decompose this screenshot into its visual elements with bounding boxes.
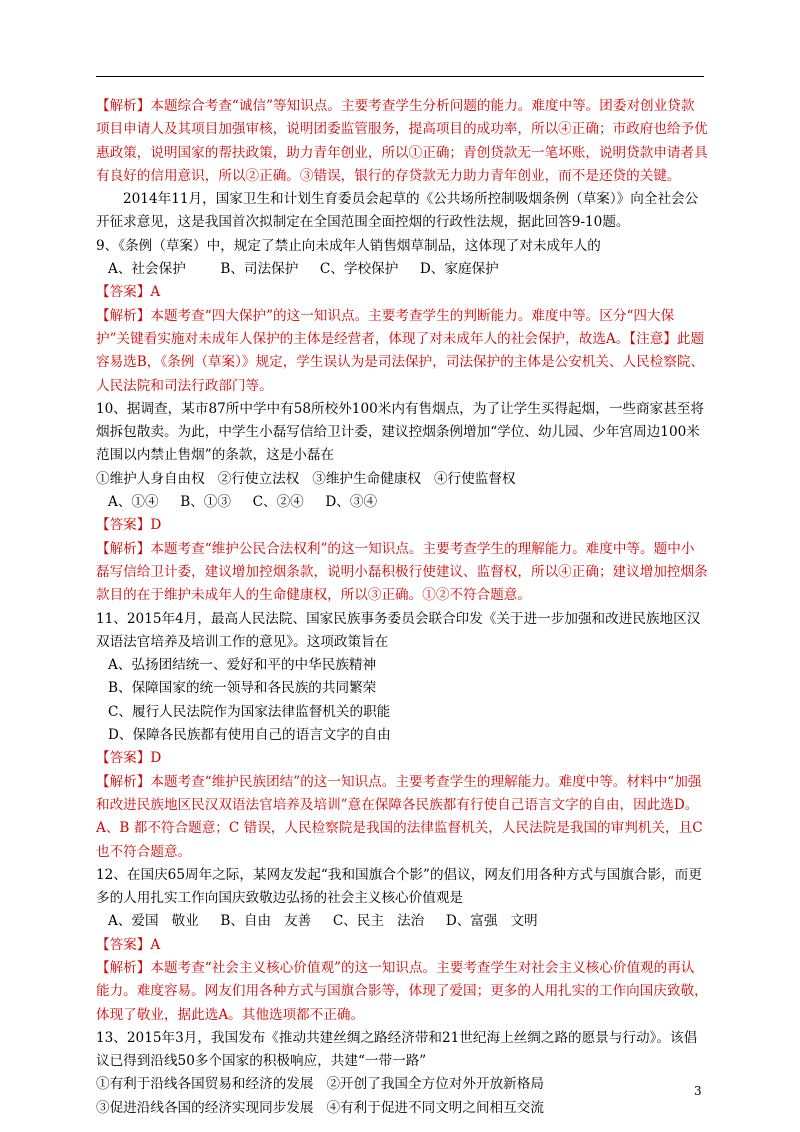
answer-9: 【答案】A: [96, 284, 161, 301]
header-rule: [96, 76, 704, 77]
analysis-12: 【解析】本题考查“社会主义核心价值观”的这一知识点。主要考查学生对社会主义核心价值观的再认能力。难度容易。网友们用各种方式与国旗合影等，体现了爱国；更多的人用扎实的工作向国庆致敬，体现了敬业，据此选A。其他选项都不正确。: [96, 959, 708, 1023]
question-11-option-b: B、保障国家的统一领导和各民族的共同繁荣: [108, 680, 377, 697]
question-10: 10、据调查，某市87所中学中有58所校外100米内有售烟点，为了让学生买得起烟，一些商家甚至将烟拆包散卖。为此，中学生小磊写信给卫计委，建议控烟条例增加“学位、幼儿园、少年宫周边100米范围以内禁止售烟”的条款，这是小磊在: [96, 400, 704, 464]
analysis-9: 【解析】本题考查“四大保护”的这一知识点。主要考查学生的判断能力。难度中等。区分“四大保护”关键看实施对未成年人保护的主体是经营者，体现了对未成年人的社会保护，故选A。【注意】此题容易选B，《条例（草案）》规定，学生误认为是司法保护，司法保护的主体是公安机关、人民检察院、人民法院和司法行政部门等。: [96, 307, 705, 394]
answer-12: 【答案】A: [96, 936, 161, 953]
question-13: 13、2015年3月，我国发布《推动共建丝绸之路经济带和21世纪海上丝绸之路的愿景与行动》。该倡议已得到沿线50多个国家的积极响应，共建“一带一路”: [96, 1029, 698, 1070]
question-10-items: ①维护人身自由权 ②行使立法权 ③维护生命健康权 ④行使监督权: [96, 470, 516, 487]
analysis-10: 【解析】本题考查“维护公民合法权利”的这一知识点。主要考查学生的理解能力。难度中等。题中小磊写信给卫计委，建议增加控烟条款，说明小磊积极行使建议、监督权，所以④正确；建议增加控烟条款目的在于维护未成年人的生命健康权，所以③正确。①②不符合题意。: [96, 540, 708, 604]
question-9-options: A、社会保护 B、司法保护 C、学校保护 D、家庭保护: [108, 261, 499, 278]
material-paragraph: 2014年11月，国家卫生和计划生育委员会起草的《公共场所控制吸烟条例（草案）》向全社会公开征求意见，这是我国首次拟制定在全国范围全面控烟的行政性法规，据此回答9-10题。: [96, 191, 699, 231]
question-12: 12、在国庆65周年之际，某网友发起“我和国旗合个影”的倡议，网友们用各种方式与国旗合影，而更多的人用扎实工作向国庆致敬边弘扬的社会主义核心价值观是: [96, 866, 702, 907]
question-9: 9、《条例（草案）中，规定了禁止向未成年人销售烟草制品，这体现了对未成年人的: [96, 237, 601, 254]
answer-10: 【答案】D: [96, 517, 162, 534]
question-11: 11、2015年4月，最高人民法院、国家民族事务委员会联合印发《关于进一步加强和改进民族地区汉双语法官培养及培训工作的意见》。这项政策旨在: [96, 610, 701, 650]
page-number: 3: [694, 1084, 702, 1098]
question-12-options: A、爱国 敬业 B、自由 友善 C、民主 法治 D、富强 文明: [108, 913, 538, 930]
analysis-paragraph: 【解析】本题综合考查“诚信”等知识点。主要考查学生分析问题的能力。难度中等。团委对创业贷款项目申请人及其项目加强审核，说明团委监管服务，提高项目的成功率，所以④正确；市政府也给予优惠政策，说明国家的帮扶政策，助力青年创业，所以①正确；青创贷款无一笔坏账，说明贷款申请者具有良好的信用意识，所以②正确。③错误，银行的存贷款无力助力青年创业，而不是还贷的关键。: [96, 98, 708, 184]
answer-11: 【答案】D: [96, 750, 162, 767]
question-13-items-2: ③促进沿线各国的经济实现同步发展 ④有利于促进不同文明之间相互交流: [96, 1099, 544, 1116]
question-11-option-d: D、保障各民族都有使用自己的语言文字的自由: [108, 727, 391, 744]
question-11-option-a: A、弘扬团结统一、爱好和平的中华民族精神: [108, 657, 377, 674]
document-body: [96, 95, 708, 1120]
question-13-items-1: ①有利于沿线各国贸易和经济的发展 ②开创了我国全方位对外开放新格局: [96, 1076, 544, 1093]
question-10-options: A、①④ B、①③ C、②④ D、③④: [108, 494, 378, 511]
analysis-11: 【解析】本题考查“维护民族团结”的这一知识点。主要考查学生的理解能力。难度中等。材料中“加强和改进民族地区民汉双语法官培养及培训”意在保障各民族都有行使自己语言文字的自由，因此选D。A、B 都不符合题意；C 错误，人民检察院是我国的法律监督机关，人民法院是我国的审判机关，且C 也不符合题意。: [96, 773, 707, 860]
question-11-option-c: C、履行人民法院作为国家法律监督机关的职能: [108, 703, 391, 720]
